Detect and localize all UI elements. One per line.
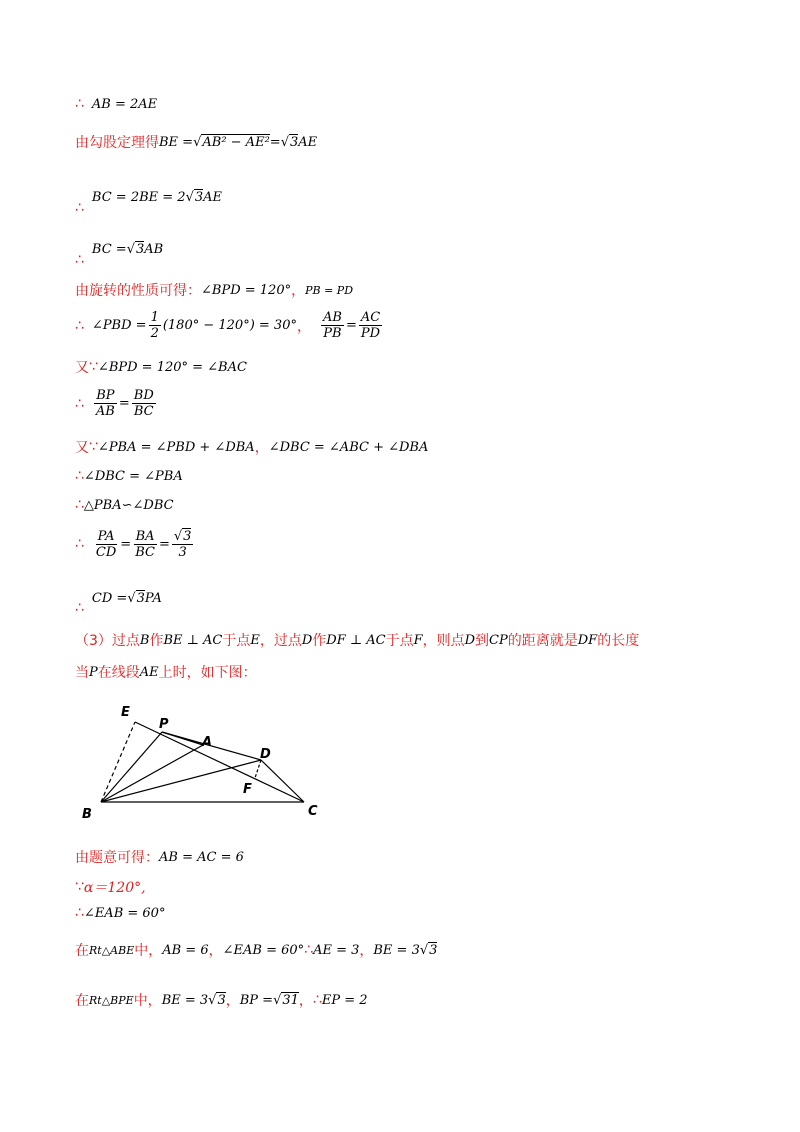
therefore-symbol: ∴ [312,992,322,1008]
fraction: $\frac{BA}{BC}$ [135,528,155,560]
equation-lhs: BE = [159,134,194,150]
label-b: B [82,807,92,822]
therefore-symbol: ∴ [75,497,84,513]
therefore-symbol: ∴ [75,395,84,412]
segment-dc [261,760,304,802]
segment-be [101,722,135,802]
proof-line-10: ∴ ∠DBC = ∠PBA [75,468,183,484]
proof-line-20: 在 Rt△BPE 中， BE = 3 √ 3 ， BP = √ 31 ， ∴ EP = 2 [75,992,368,1009]
proof-line-13: ∴ CD = √ 3 PA [75,590,162,616]
radicand: 3 [429,943,438,958]
proof-line-7: 又 ∵ ∠BPD = 120° = ∠BAC [75,359,247,376]
radicand: 3 [194,190,204,205]
step-text: 由旋转的性质可得： [75,283,201,299]
fraction: $\frac{√3}{3}$ [173,529,192,560]
label-f: F [243,782,252,797]
therefore-symbol: ∴ [75,468,84,484]
because-symbol: ∵ [75,879,84,895]
therefore-symbol: ∴ [304,942,314,958]
label-d: D [260,747,271,762]
segment-pa [162,732,203,745]
proof-line-14: （3）过点 B 作 BE ⊥ AC 于点 E ，过点 D 作 DF ⊥ AC 于点 F ，则点 D 到 CP 的距离就是 DF 的长度 [75,632,640,649]
proof-line-11: ∴ △PBA∽∠DBC [75,497,174,513]
proof-line-12: ∴ $\frac{PA}{CD}$ = $\frac{BA}{BC}$ = $\frac{√3}{3}$ [75,528,192,560]
radicand: 3 [136,242,145,257]
label-c: C [308,804,318,819]
label-p: P [159,717,169,732]
radicand: 31 [282,993,299,1008]
segment-bd [101,760,261,802]
proof-line-18: ∴ ∠EAB = 60° [75,905,166,921]
fraction: $\frac{BD}{BC}$ [133,388,154,419]
segment-bp [101,732,162,802]
therefore-symbol: ∴ [75,536,84,552]
fraction: $\frac{AB}{PB}$ [322,310,342,341]
proof-line-19: 在 Rt△ABE 中， AB = 6 ， ∠EAB = 60° ∴ AE = 3 ， BE = 3 √ 3 [75,942,438,959]
fraction: $\frac{1}{2}$ [150,310,159,341]
label-e: E [121,705,130,720]
fraction: $\frac{PA}{CD}$ [95,528,117,560]
step-text: 由勾股定理得 [75,135,159,151]
therefore-symbol: ∴ [75,252,84,268]
radicand: 3 [217,993,226,1008]
therefore-symbol: ∴ [75,96,84,112]
because-symbol: ∵ [89,359,98,375]
equation: AB = 2AE [91,96,158,112]
segment-df [255,760,261,778]
segment-ec [135,722,304,802]
radicand: 3 [289,135,299,150]
proof-line-6: ∴ ∠PBD = $\frac{1}{2}$ (180° − 120°) = 30° ， $\frac{AB}{PB}$ = $\frac{AC}{PD}$ [75,310,381,341]
label-a: A [202,735,213,750]
fraction: $\frac{AC}{PD}$ [360,310,381,341]
segment-ba [101,745,203,802]
proof-line-4: ∴ BC = √ 3 AB [75,241,164,268]
proof-line-9: 又 ∵ ∠PBA = ∠PBD + ∠DBA ， ∠DBC = ∠ABC + ∠DBA [75,439,429,456]
proof-line-16: 由题意可得： AB = AC = 6 [75,849,244,866]
therefore-symbol: ∴ [75,905,84,921]
proof-line-1 [75,96,157,112]
proof-line-2: 由勾股定理得 BE = √ AB² − AE² = √ 3 AE [75,132,317,152]
fraction: $\frac{BP}{AB}$ [95,388,115,419]
therefore-symbol: ∴ [75,317,84,334]
proof-line-17: ∵ α＝120°, [75,879,146,896]
proof-line-8: ∴ $\frac{BP}{AB}$ = $\frac{BD}{BC}$ [75,388,154,419]
geometry-diagram [75,700,335,822]
radicand: 3 [136,591,145,606]
proof-line-3: ∴ BC = 2BE = 2 √ 3 AE [75,189,223,216]
proof-line-15: 当 P 在线段 AE 上时，如下图： [75,664,257,681]
proof-line-5: 由旋转的性质可得： ∠BPD = 120° ， PB = PD [75,280,353,300]
therefore-symbol: ∴ [75,600,84,616]
therefore-symbol: ∴ [75,200,84,216]
radicand: AB² − AE² [202,135,270,150]
because-symbol: ∵ [89,439,98,455]
